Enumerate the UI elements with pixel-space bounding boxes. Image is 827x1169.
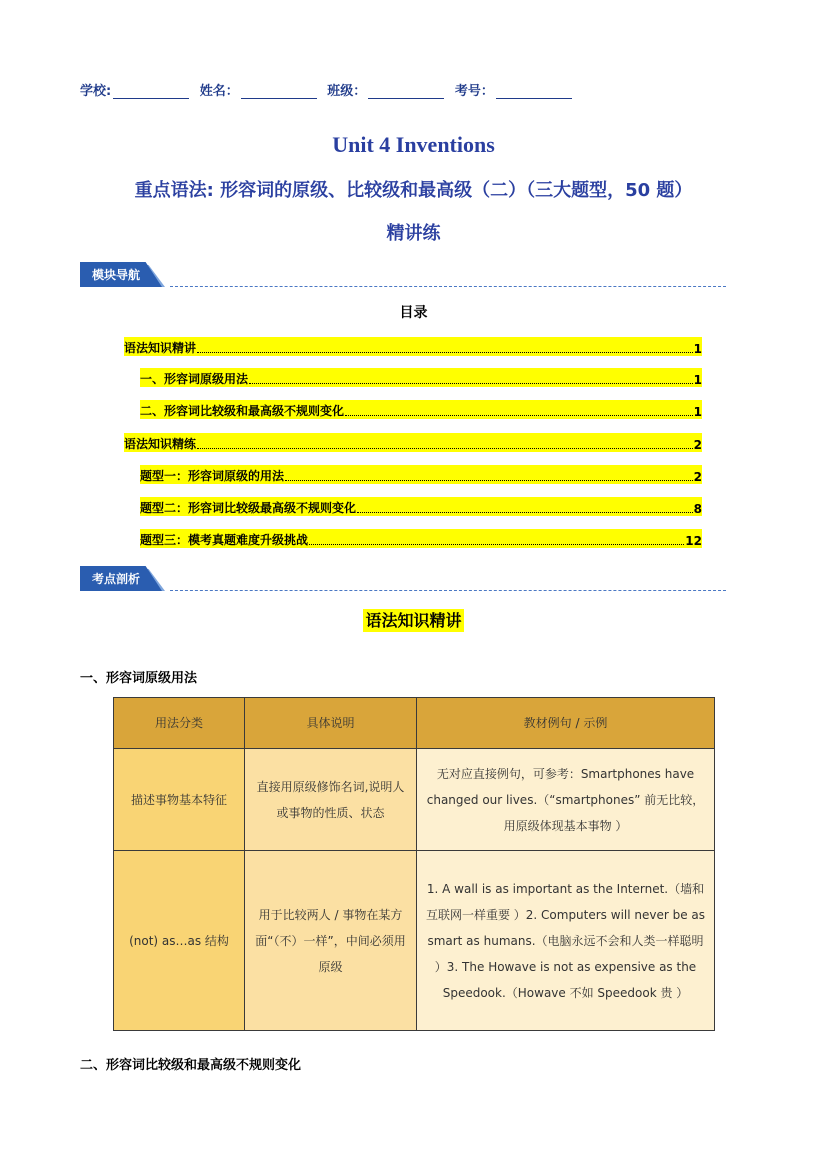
analysis-tab xyxy=(80,566,170,591)
toc-item[interactable] xyxy=(124,337,702,356)
toc-item-label: 题型三：模考真题难度升级挑战 xyxy=(140,533,309,547)
table-cell-example: 无对应直接例句，可参考：Smartphones have changed our lives.（“smartphones” 前无比较，用原级体现基本事物 ） xyxy=(417,749,715,851)
doc-type-title: 精讲练 xyxy=(386,223,441,244)
toc-item-label: 语法知识精讲 xyxy=(124,341,197,355)
toc-item-page: 1 xyxy=(693,405,702,419)
table-header-cell: 具体说明 xyxy=(245,698,417,749)
module-nav-tab xyxy=(80,262,170,287)
table-header-cell: 教材例句 / 示例 xyxy=(417,698,715,749)
name-blank xyxy=(241,86,317,99)
table-cell-desc: 直接用原级修饰名词,说明人或事物的性质、状态 xyxy=(245,749,417,851)
tab-divider xyxy=(170,590,726,591)
table-header-cell: 用法分类 xyxy=(114,698,245,749)
analysis-label: 考点剖析 xyxy=(92,572,141,586)
tab-divider xyxy=(170,286,726,287)
toc-item-label: 题型一：形容词原级的用法 xyxy=(140,469,285,483)
table-cell-desc: 用于比较两人 / 事物在某方面“（不）一样”，中间必须用原级 xyxy=(245,851,417,1031)
section-heading-1: 一、形容词原级用法 xyxy=(80,671,198,686)
toc-leader xyxy=(197,351,693,353)
toc-item-label: 题型二：形容词比较级最高级不规则变化 xyxy=(140,501,357,515)
toc-item[interactable] xyxy=(140,497,702,516)
school-blank xyxy=(113,86,189,99)
section-heading-2: 二、形容词比较级和最高级不规则变化 xyxy=(80,1058,302,1073)
toc-item-label: 语法知识精练 xyxy=(124,437,197,451)
class-blank xyxy=(368,86,444,99)
toc-item-label: 一、形容词原级用法 xyxy=(140,372,249,386)
class-label: 班级： xyxy=(327,84,367,99)
exam-no-label: 考号： xyxy=(454,84,494,99)
toc-item-page: 2 xyxy=(693,438,702,452)
toc-item-page: 2 xyxy=(693,470,702,484)
table-cell-category: 描述事物基本特征 xyxy=(114,749,245,851)
unit-title: Unit 4 Inventions xyxy=(332,132,495,157)
toc-item[interactable] xyxy=(140,465,702,484)
toc-leader xyxy=(309,543,684,545)
toc-leader xyxy=(285,479,693,481)
section-title xyxy=(0,608,827,631)
section-title-text: 语法知识精讲 xyxy=(365,611,462,630)
table-row xyxy=(114,851,715,1031)
toc-item[interactable] xyxy=(124,433,702,452)
table-cell-category: (not) as…as 结构 xyxy=(114,851,245,1031)
toc-item[interactable] xyxy=(140,400,702,419)
table-cell-example: 1. A wall is as important as the Internet.（墙和互联网一样重要 ）2. Computers will never be as smart as humans.（电脑永远不会和人类一样聪明 ）3. The Howave is not as expensive as the Speedook.（Howave 不如 Speedook 贵 ） xyxy=(417,851,715,1031)
name-label: 姓名： xyxy=(199,84,239,99)
toc-item-page: 8 xyxy=(693,502,702,516)
toc-leader xyxy=(249,382,693,384)
school-label: 学校: xyxy=(80,84,112,99)
toc-item-page: 1 xyxy=(693,373,702,387)
toc-item-page: 12 xyxy=(685,534,702,548)
toc-leader xyxy=(357,511,693,513)
usage-table xyxy=(113,697,715,1031)
toc-item-label: 二、形容词比较级和最高级不规则变化 xyxy=(140,404,345,418)
table-header-row xyxy=(114,698,715,749)
toc-item-page: 1 xyxy=(693,342,702,356)
module-nav-label: 模块导航 xyxy=(92,268,141,282)
toc-item[interactable] xyxy=(140,368,702,387)
grammar-subtitle: 重点语法: 形容词的原级、比较级和最高级（二）（三大题型，50 题） xyxy=(134,180,693,201)
toc-leader xyxy=(345,414,693,416)
table-row xyxy=(114,749,715,851)
exam-no-blank xyxy=(496,86,572,99)
toc-leader xyxy=(197,447,693,449)
student-info-line xyxy=(80,80,578,99)
toc-heading: 目录 xyxy=(399,305,428,321)
toc-item[interactable] xyxy=(140,529,702,548)
